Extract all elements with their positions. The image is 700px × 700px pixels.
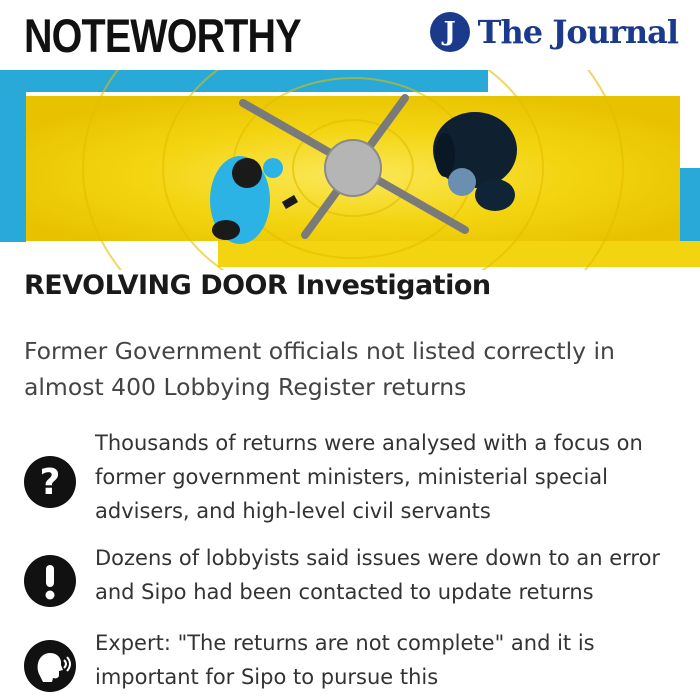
thejournal-logo — [430, 12, 678, 52]
journal-wordmark: The Journal — [477, 13, 678, 51]
exclamation-icon — [24, 555, 76, 607]
bullet-text: Thousands of returns were analysed with a focus on former government ministers, ministerial special advisers, and high-level civil servants — [95, 431, 643, 523]
bullet-item — [24, 630, 684, 700]
accent-bar-top — [0, 70, 488, 92]
bullet-text: Expert: "The returns are not complete" and it is important for Sipo to pursue this — [95, 631, 595, 689]
headline-suffix: Investigation — [287, 270, 491, 301]
noteworthy-logo: NOTEWORTHY — [24, 9, 301, 62]
bullet-item — [24, 430, 684, 526]
hero-illustration — [0, 70, 700, 270]
revolving-door-hub — [325, 140, 381, 196]
bullet-text: Dozens of lobbyists said issues were down to an error and Sipo had been contacted to update returns — [95, 546, 661, 604]
subheadline: Former Government officials not listed correctly in almost 400 Lobbying Register returns — [24, 337, 615, 401]
accent-bar-left — [0, 70, 26, 242]
journal-j-icon: J — [430, 12, 470, 52]
headline — [24, 270, 491, 301]
headline-prefix: REVOLVING DOOR — [24, 270, 288, 301]
svg-text:?: ? — [39, 462, 61, 503]
speaking-head-icon — [24, 640, 76, 692]
question-icon — [24, 456, 76, 508]
bullet-item — [24, 545, 684, 615]
